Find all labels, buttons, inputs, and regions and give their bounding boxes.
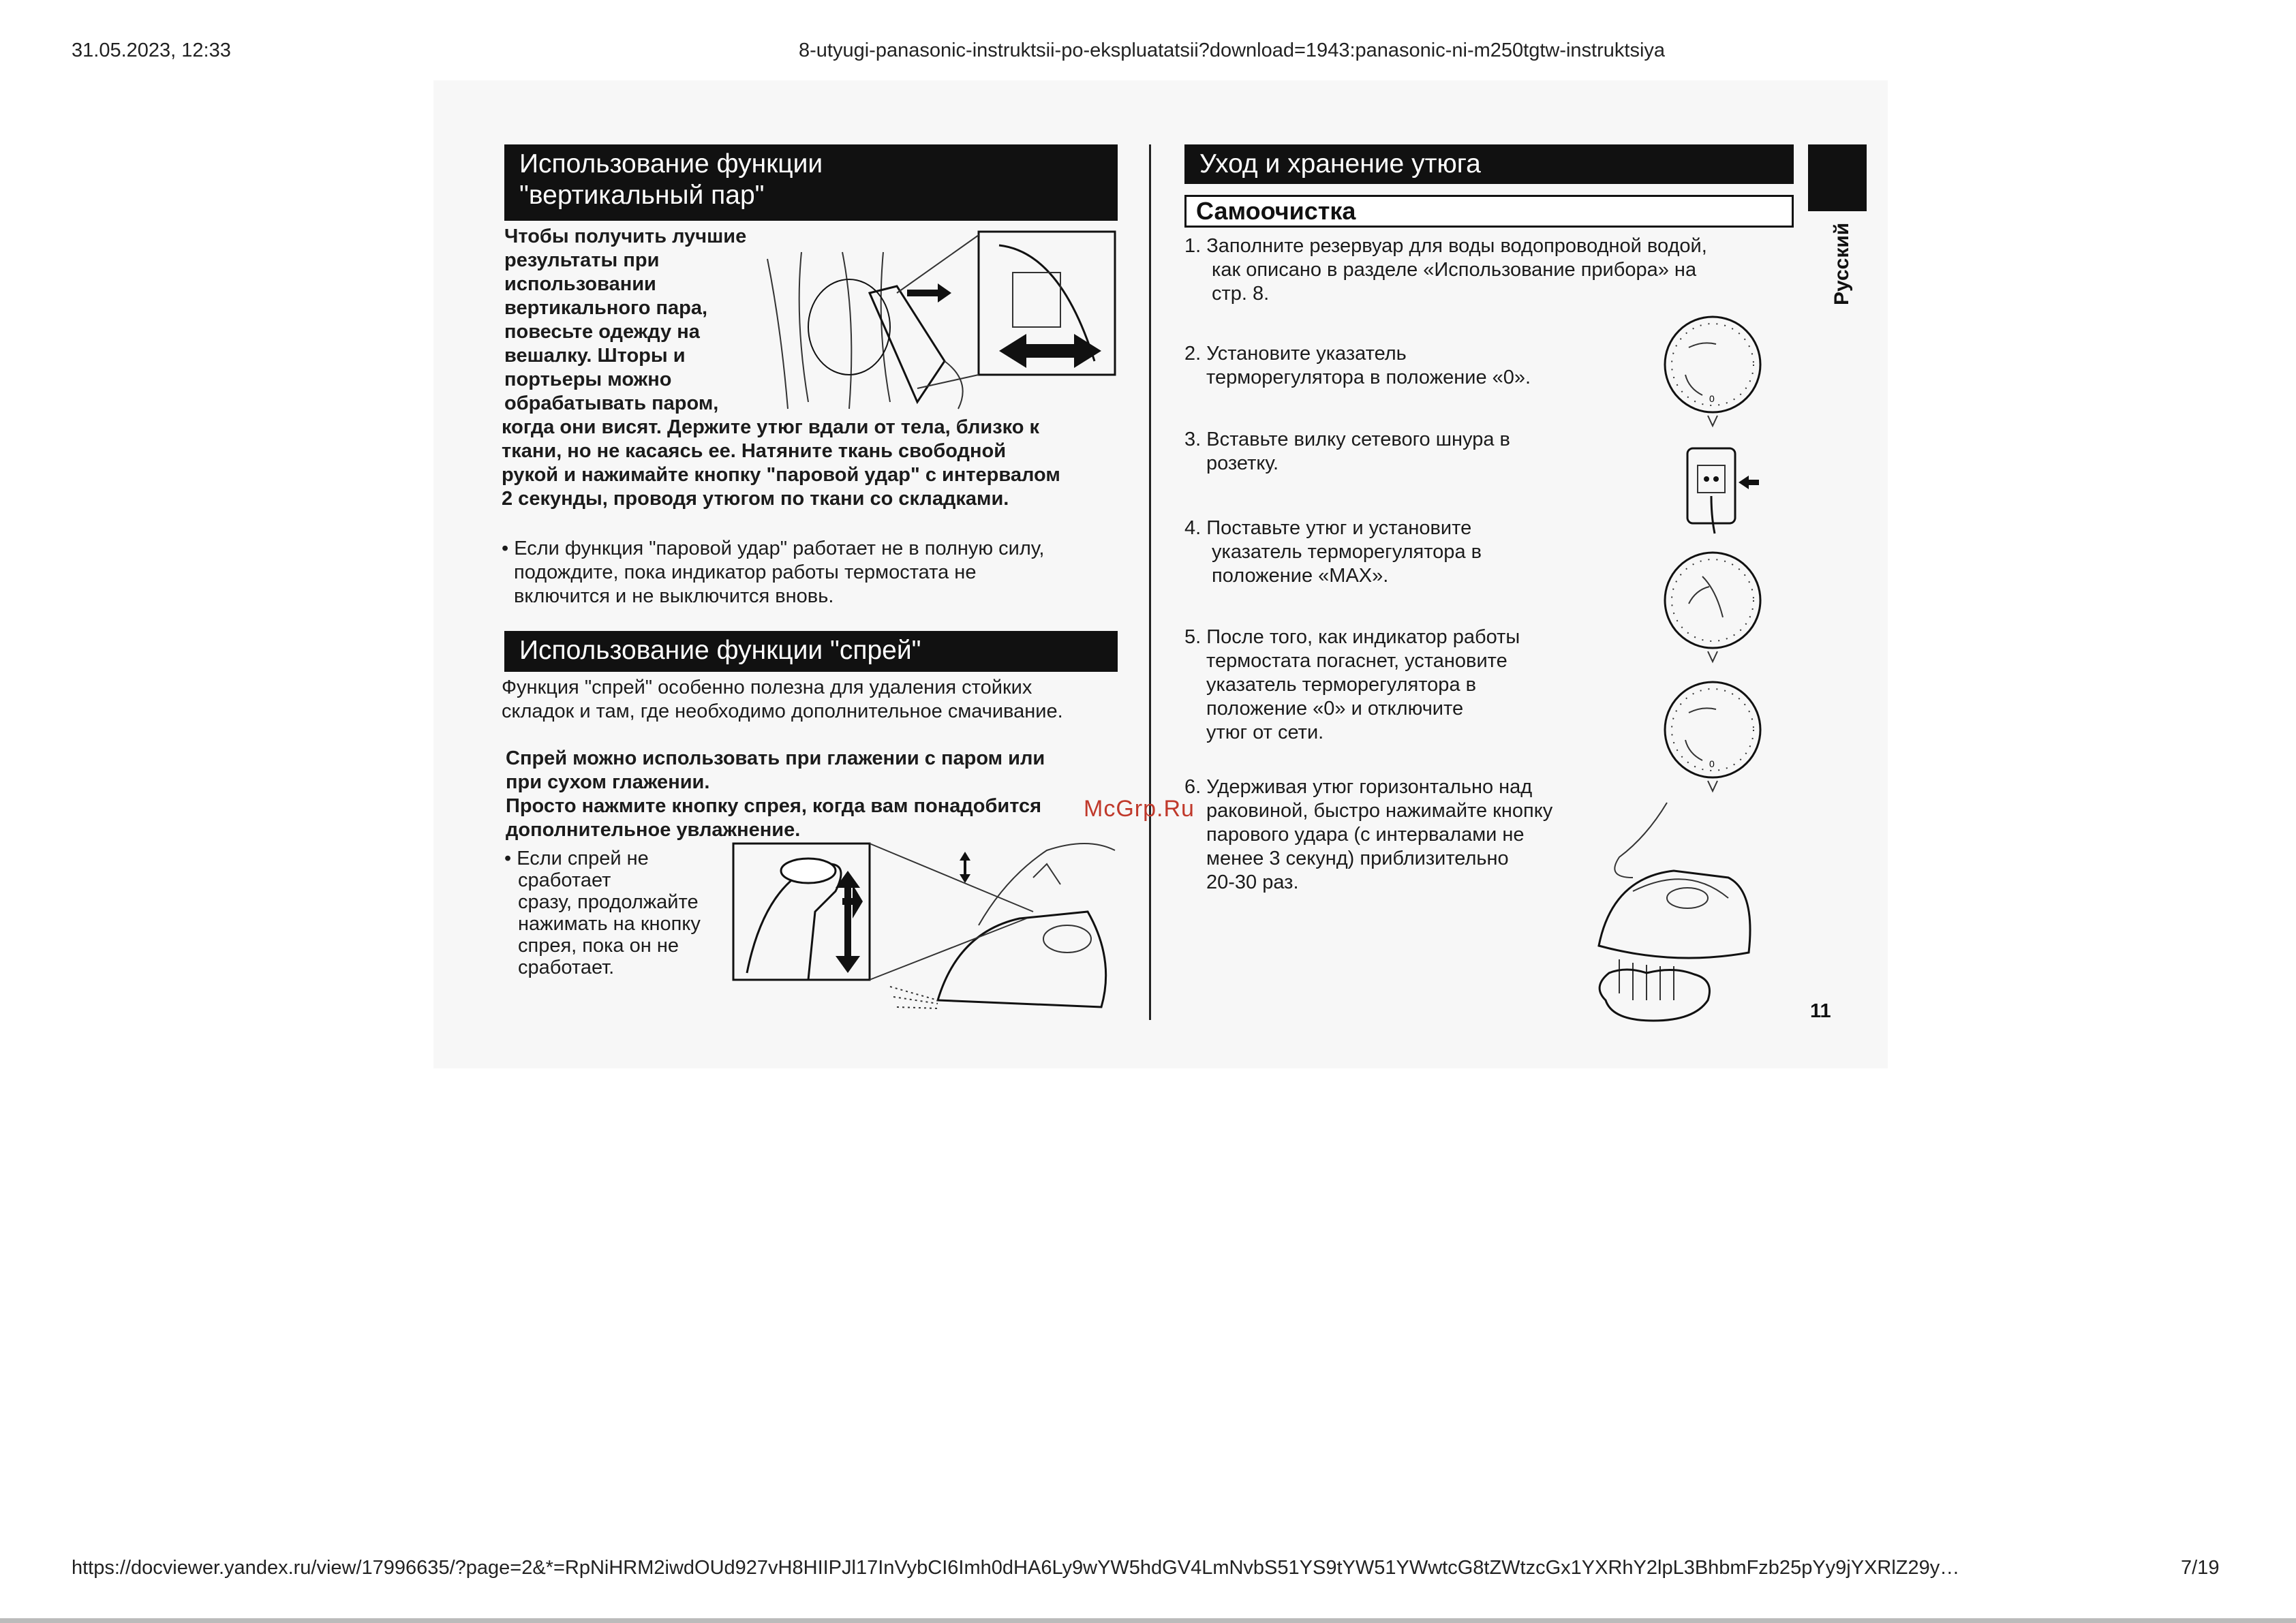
vertical-steam-body bbox=[502, 416, 1060, 511]
iron-over-sink-illustration bbox=[1592, 796, 1769, 1027]
step-2 bbox=[1184, 342, 1531, 390]
step-line: терморегулятора в положение «0». bbox=[1206, 367, 1531, 388]
intro-line: Чтобы получить лучшие bbox=[504, 226, 747, 247]
footer-divider bbox=[0, 1618, 2296, 1623]
note-line: подождите, пока индикатор работы термостата не bbox=[514, 561, 977, 583]
intro-line: вешалку. Шторы и bbox=[504, 345, 686, 367]
section-title-line1: Использование функции bbox=[519, 149, 823, 179]
section-title-care: Уход и хранение утюга bbox=[1184, 144, 1794, 184]
intro-line: складок и там, где необходимо дополнительное смачивание. bbox=[502, 700, 1063, 722]
step-line: положение «MAX». bbox=[1212, 565, 1389, 587]
section-title-vertical-steam bbox=[504, 144, 1118, 221]
intro-line: использовании bbox=[504, 273, 656, 295]
step-line: парового удара (с интервалами не bbox=[1206, 824, 1525, 846]
body-line: когда они висят. Держите утюг вдали от тела, близко к bbox=[502, 416, 1040, 438]
print-url: https://docviewer.yandex.ru/view/17996635/?page=2&*=RpNiHRM2iwdOUd927vH8HIIPJl17InVybCI6Imh0dHA6Ly9wYW5hdGV4LmNvbS51YS9tYW51YWwtcG8tZWtzcGx1YXRhY2lpL3BhbmFzb25pYy9jYXRlZ29y… bbox=[72, 1557, 1960, 1579]
note-line: спрея, пока он не bbox=[518, 935, 679, 957]
step-5 bbox=[1184, 625, 1520, 745]
body-line: 2 секунды, проводя утюгом по ткани со складками. bbox=[502, 488, 1009, 510]
step-line: 3. Вставьте вилку сетевого шнура в bbox=[1184, 429, 1510, 450]
intro-line: повесьте одежду на bbox=[504, 321, 700, 343]
section-title-spray: Использование функции "спрей" bbox=[504, 631, 1118, 672]
section-title-line2: "вертикальный пар" bbox=[519, 181, 765, 210]
step-line: 4. Поставьте утюг и установите bbox=[1184, 517, 1472, 539]
language-tab-label: Русский bbox=[1831, 222, 1853, 305]
step-line: 20-30 раз. bbox=[1206, 871, 1299, 893]
step-line: термостата погаснет, установите bbox=[1206, 650, 1507, 672]
step-1 bbox=[1184, 234, 1707, 306]
step-line: раковиной, быстро нажимайте кнопку bbox=[1206, 800, 1553, 822]
step-line: розетку. bbox=[1206, 452, 1279, 474]
step-3 bbox=[1184, 428, 1510, 476]
step-line: менее 3 секунд) приблизительно bbox=[1206, 848, 1509, 869]
step-line: 6. Удерживая утюг горизонтально над bbox=[1184, 776, 1533, 798]
step-line: указатель терморегулятора в bbox=[1206, 674, 1477, 696]
intro-line: результаты при bbox=[504, 249, 660, 271]
thermostat-dial-max bbox=[1662, 549, 1764, 665]
spray-illustration bbox=[733, 823, 1129, 1027]
note-line: нажимать на кнопку bbox=[518, 913, 701, 935]
step-line: как описано в разделе «Использование прибора» на bbox=[1212, 259, 1697, 281]
vertical-steam-intro bbox=[504, 225, 746, 416]
language-tab-block bbox=[1808, 144, 1867, 211]
intro-line: портьеры можно bbox=[504, 369, 672, 390]
intro-line: обрабатывать паром, bbox=[504, 392, 719, 414]
note-line: сразу, продолжайте bbox=[518, 891, 699, 913]
svg-text:0: 0 bbox=[1709, 758, 1715, 769]
document-page bbox=[433, 80, 1888, 1068]
step-line: утюг от сети. bbox=[1206, 722, 1324, 743]
note-line: сработает. bbox=[518, 957, 615, 978]
vertical-steam-note bbox=[502, 537, 1044, 608]
thermostat-dial-zero-2 bbox=[1662, 679, 1764, 794]
svg-text:0: 0 bbox=[1709, 393, 1715, 404]
note-line: • Если спрей не bbox=[504, 848, 649, 869]
power-socket-icon bbox=[1674, 442, 1762, 537]
note-line: включится и не выключится вновь. bbox=[514, 585, 834, 607]
spray-note bbox=[504, 848, 701, 978]
intro-line: вертикального пара, bbox=[504, 297, 708, 319]
bold-line: дополнительное увлажнение. bbox=[506, 819, 801, 841]
bold-line: при сухом глажении. bbox=[506, 771, 710, 793]
note-line: сработает bbox=[518, 869, 611, 891]
step-4 bbox=[1184, 516, 1482, 588]
step-line: указатель терморегулятора в bbox=[1212, 541, 1482, 563]
watermark: McGrp.Ru bbox=[1084, 796, 1195, 822]
subtitle-self-cleaning: Самоочистка bbox=[1184, 195, 1794, 228]
body-line: рукой и нажимайте кнопку "паровой удар" с интервалом bbox=[502, 464, 1060, 486]
step-line: 2. Установите указатель bbox=[1184, 343, 1407, 365]
bold-line: Просто нажмите кнопку спрея, когда вам понадобится bbox=[506, 795, 1042, 817]
bold-line: Спрей можно использовать при глажении с паром или bbox=[506, 747, 1045, 769]
print-title: 8-utyugi-panasonic-instruktsii-po-ekspluatatsii?download=1943:panasonic-ni-m250tgtw-instruktsiya bbox=[799, 40, 1666, 61]
step-6 bbox=[1184, 775, 1552, 895]
spray-intro bbox=[502, 676, 1063, 724]
thermostat-dial-zero bbox=[1662, 313, 1764, 429]
step-line: 1. Заполните резервуар для воды водопроводной водой, bbox=[1184, 235, 1707, 257]
note-line: • Если функция "паровой удар" работает не в полную силу, bbox=[502, 538, 1045, 559]
print-datetime: 31.05.2023, 12:33 bbox=[72, 40, 231, 61]
body-line: ткани, но не касаясь ее. Натяните ткань свободной bbox=[502, 440, 1007, 462]
print-page-counter: 7/19 bbox=[2181, 1557, 2220, 1579]
step-line: положение «0» и отключите bbox=[1206, 698, 1464, 720]
intro-line: Функция "спрей" особенно полезна для удаления стойких bbox=[502, 677, 1032, 698]
vertical-steam-illustration bbox=[740, 225, 1122, 429]
column-divider bbox=[1149, 144, 1151, 1020]
step-line: стр. 8. bbox=[1212, 283, 1270, 305]
page-number: 11 bbox=[1810, 1000, 1831, 1022]
step-line: 5. После того, как индикатор работы bbox=[1184, 626, 1520, 648]
